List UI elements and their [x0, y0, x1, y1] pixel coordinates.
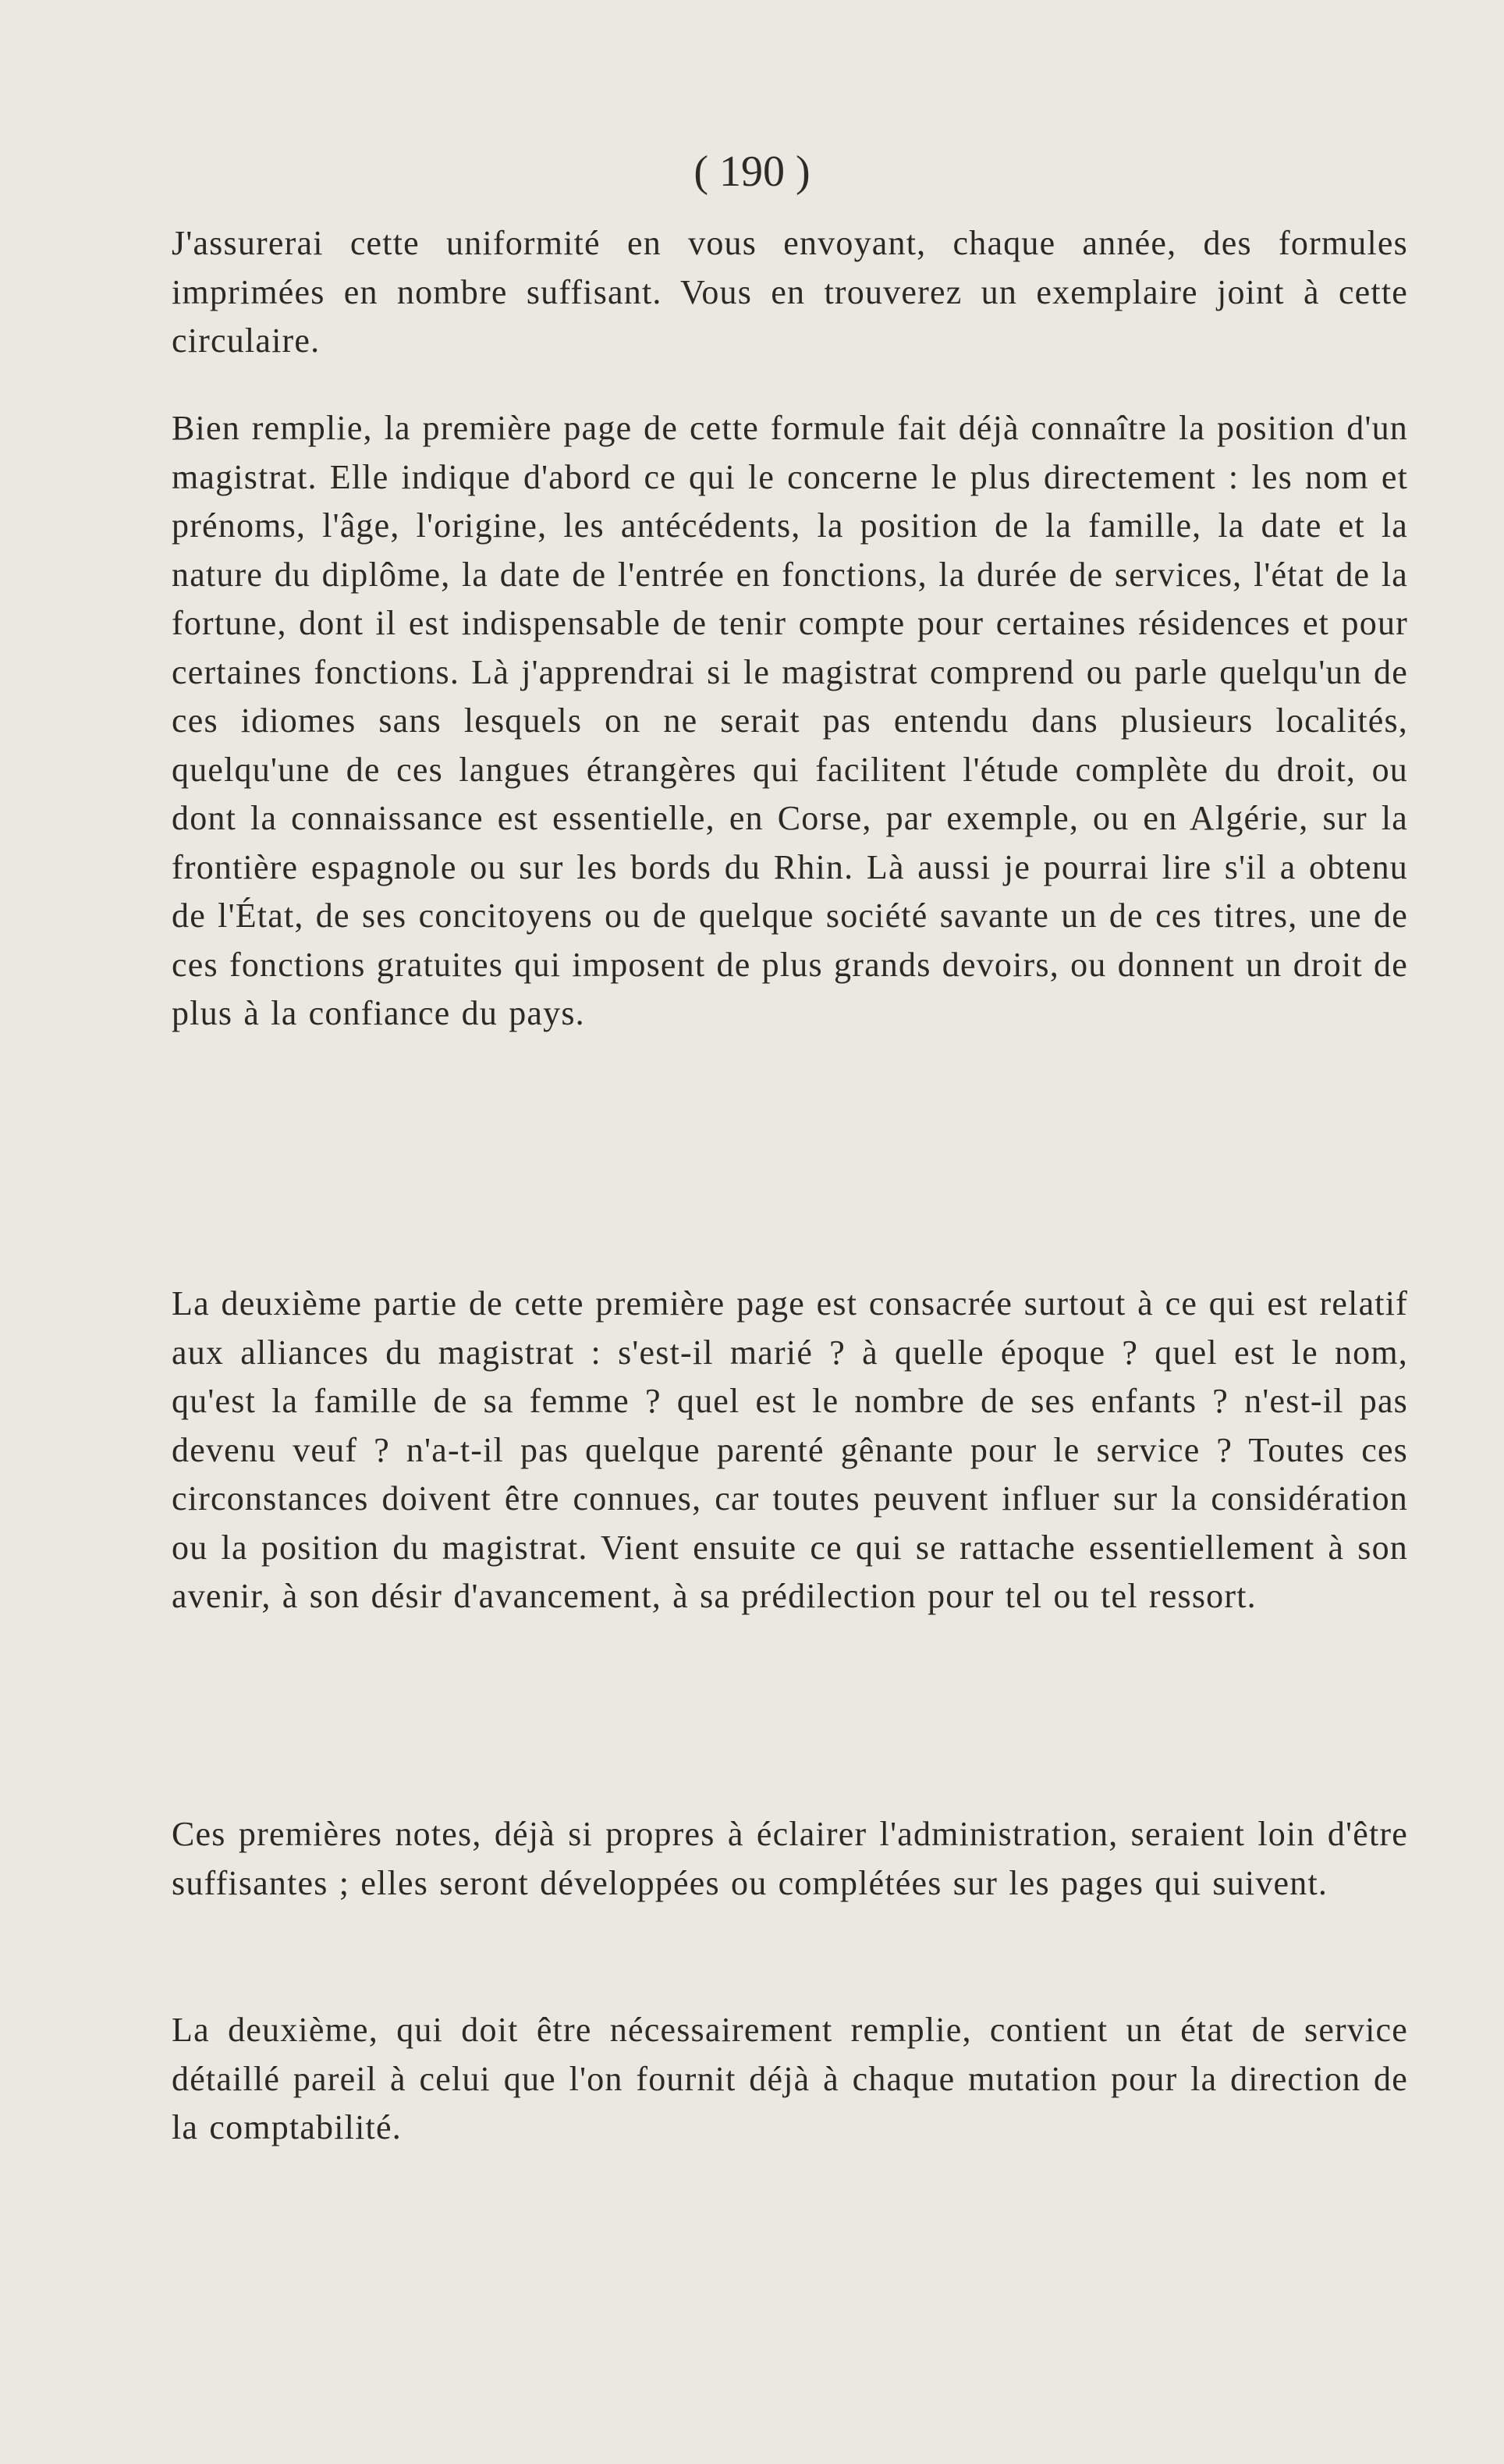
paragraph-3: [172, 1280, 1408, 1621]
paragraph-2: [172, 404, 1408, 1039]
paragraph-text: La deuxième, qui doit être nécessairement remplie, contient un état de service détaillé pareil à celui que l'on fournit déjà à chaque mutation pour la direction de la comptabilité.: [172, 2011, 1408, 2146]
paragraph-text: La deuxième partie de cette première page est consacrée surtout à ce qui est relatif aux alliances du magistrat : s'est-il marié ? à quelle époque ? quel est le nom, qu'est la famille de sa femme ? quel est le nombre de ses enfants ? n'est-il pas devenu veuf ? n'a-t-il pas quelque parenté gênante pour le service ? Toutes ces circonstances doivent être connues, car toutes peuvent influer sur la considération ou la position du magistrat. Vient ensuite ce qui se rattache essentiellement à son avenir, à son désir d'avancement, à sa prédilection pour tel ou tel ressort.: [172, 1284, 1408, 1615]
paragraph-text: Ces premières notes, déjà si propres à éclairer l'administration, seraient loin d'être suffisantes ; elles seront développées ou complétées sur les pages qui suivent.: [172, 1815, 1408, 1902]
paragraph-text: Bien remplie, la première page de cette formule fait déjà connaître la position d'un magistrat. Elle indique d'abord ce qui le concerne le plus directement : les nom et prénoms, l'âge, l'origine, les antécédents, la position de la famille, la date et la nature du diplôme, la date de l'entrée en fonctions, la durée de services, l'état de la fortune, dont il est indispensable de tenir compte pour certaines résidences et pour certaines fonctions. Là j'apprendrai si le magistrat comprend ou parle quelqu'un de ces idiomes sans lesquels on ne serait pas entendu dans plusieurs localités, quelqu'une de ces langues étrangères qui facilitent l'étude complète du droit, ou dont la connaissance est essentielle, en Corse, par exemple, ou en Algérie, sur la frontière espagnole ou sur les bords du Rhin. Là aussi je pourrai lire s'il a obtenu de l'État, de ses concitoyens ou de quelque société savante un de ces titres, une de ces fonctions gratuites qui imposent de plus grands devoirs, ou donnent un droit de plus à la confiance du pays.: [172, 409, 1408, 1032]
page-number: ( 190 ): [693, 147, 811, 196]
paragraph-5: [172, 2006, 1408, 2153]
paragraph-4: [172, 1810, 1408, 1908]
paragraph-1: [172, 219, 1408, 366]
paragraph-text: J'assurerai cette uniformité en vous envoyant, chaque année, des formules imprimées en nombre suffisant. Vous en trouverez un exemplaire joint à cette circulaire.: [172, 224, 1408, 360]
